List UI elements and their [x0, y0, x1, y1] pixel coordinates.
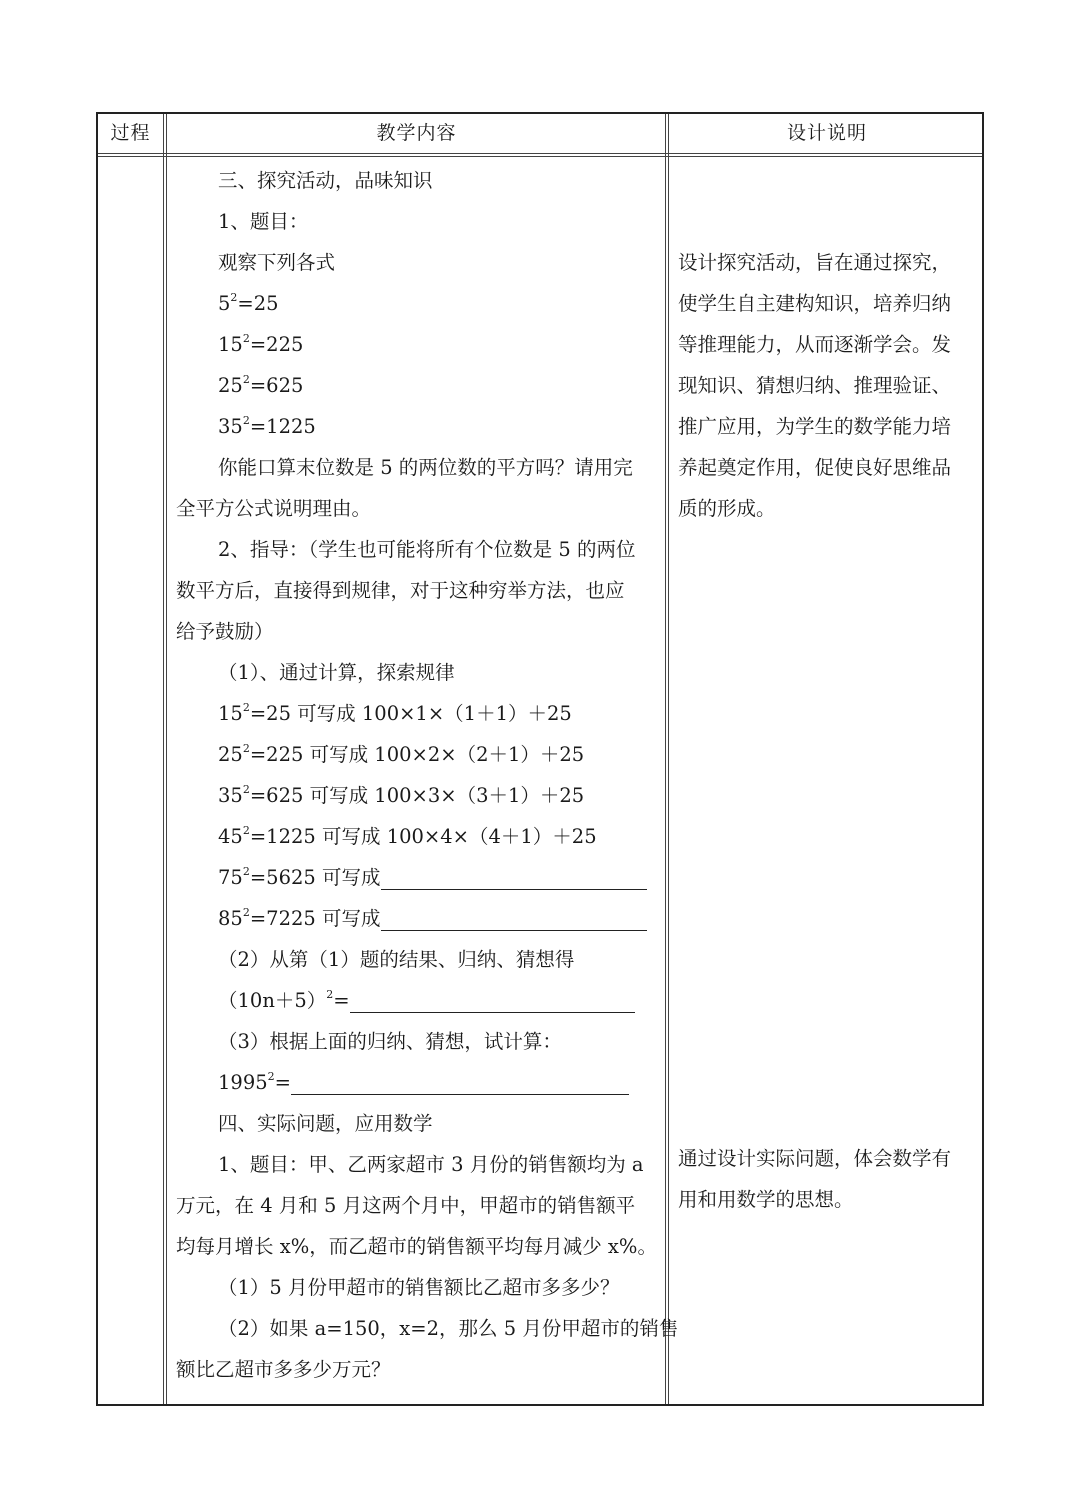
column-divider — [665, 114, 666, 1404]
design-note-1: 设计探究活动，旨在通过探究， — [678, 251, 952, 274]
problem-text: 1、题目：甲、乙两家超市 3 月份的销售额均为 a — [218, 1153, 644, 1176]
answer-blank[interactable] — [381, 863, 647, 890]
guide-text: 2、指导：（学生也可能将所有个位数是 5 的两位 — [218, 538, 636, 561]
pattern-row-3: $35^2=625$ 可写成 100×3×（3＋1）＋25 — [218, 783, 585, 807]
header-content: 教学内容 — [376, 122, 457, 144]
pattern-row-4: $45^2=1225$ 可写成 100×4×（4＋1）＋25 — [218, 824, 597, 848]
problem-text: 万元，在 4 月和 5 月这两个月中，甲超市的销售额平 — [176, 1194, 636, 1217]
design-note-1: 等推理能力，从而逐渐学会。发 — [678, 333, 952, 356]
step-2-title: （2）从第（1）题的结果、归纳、猜想得 — [218, 948, 575, 971]
step-3-title: （3）根据上面的归纳、猜想，试计算： — [218, 1030, 562, 1053]
design-note-1: 质的形成。 — [678, 497, 776, 520]
header-divider — [98, 156, 982, 157]
answer-blank[interactable] — [291, 1068, 629, 1095]
design-note-2: 通过设计实际问题，体会数学有 — [678, 1147, 952, 1170]
section-3-title: 三、探究活动，品味知识 — [218, 169, 433, 192]
pattern-row-1: $15^2=25$ 可写成 100×1×（1＋1）＋25 — [218, 701, 572, 725]
calc-expression: $1995^2=$ — [218, 1062, 629, 1103]
observe-text: 观察下列各式 — [218, 251, 336, 274]
column-divider — [166, 114, 167, 1404]
design-note-2: 用和用数学的思想。 — [678, 1188, 854, 1211]
header-process: 过程 — [110, 122, 151, 144]
pattern-row-6: $85^2=7225$ 可写成 — [218, 898, 647, 939]
equation-4: $35^2=1225$ — [218, 414, 316, 438]
equation-3: $25^2=625$ — [218, 373, 304, 397]
question-text: 你能口算末位数是 5 的两位数的平方吗？请用完 — [218, 456, 633, 479]
design-note-1: 使学生自主建构知识，培养归纳 — [678, 292, 952, 315]
step-1-title: （1）、通过计算，探索规律 — [218, 661, 455, 684]
problem-question-2: 额比乙超市多多少万元？ — [176, 1358, 391, 1381]
problem-question-1: （1）5 月份甲超市的销售额比乙超市多多少？ — [218, 1276, 620, 1299]
guide-text: 给予鼓励） — [176, 620, 274, 643]
equation-1: $5^2=25$ — [218, 291, 279, 315]
header-design: 设计说明 — [786, 122, 867, 144]
pattern-row-5: $75^2=5625$ 可写成 — [218, 857, 647, 898]
design-note-1: 养起奠定作用，促使良好思维品 — [678, 456, 952, 479]
question-1-label: 1、题目： — [218, 210, 309, 233]
problem-text: 均每月增长 x%，而乙超市的销售额平均每月减少 x%。 — [176, 1235, 657, 1258]
step-2-expression: $(10n+5)^2=$ — [218, 980, 635, 1021]
column-divider — [668, 114, 669, 1404]
problem-question-2: （2）如果 a=150，x=2，那么 5 月份甲超市的销售 — [218, 1317, 679, 1340]
equation-2: $15^2=225$ — [218, 332, 304, 356]
answer-blank[interactable] — [381, 904, 647, 931]
lesson-table — [96, 112, 984, 1406]
answer-blank[interactable] — [350, 986, 635, 1013]
question-text: 全平方公式说明理由。 — [176, 497, 372, 520]
section-4-title: 四、实际问题，应用数学 — [218, 1112, 433, 1135]
header-divider — [98, 153, 982, 154]
column-divider — [163, 114, 164, 1404]
design-note-1: 推广应用，为学生的数学能力培 — [678, 415, 952, 438]
guide-text: 数平方后，直接得到规律，对于这种穷举方法，也应 — [176, 579, 625, 602]
design-note-1: 现知识、猜想归纳、推理验证、 — [678, 374, 952, 397]
pattern-row-2: $25^2=225$ 可写成 100×2×（2＋1）＋25 — [218, 742, 585, 766]
